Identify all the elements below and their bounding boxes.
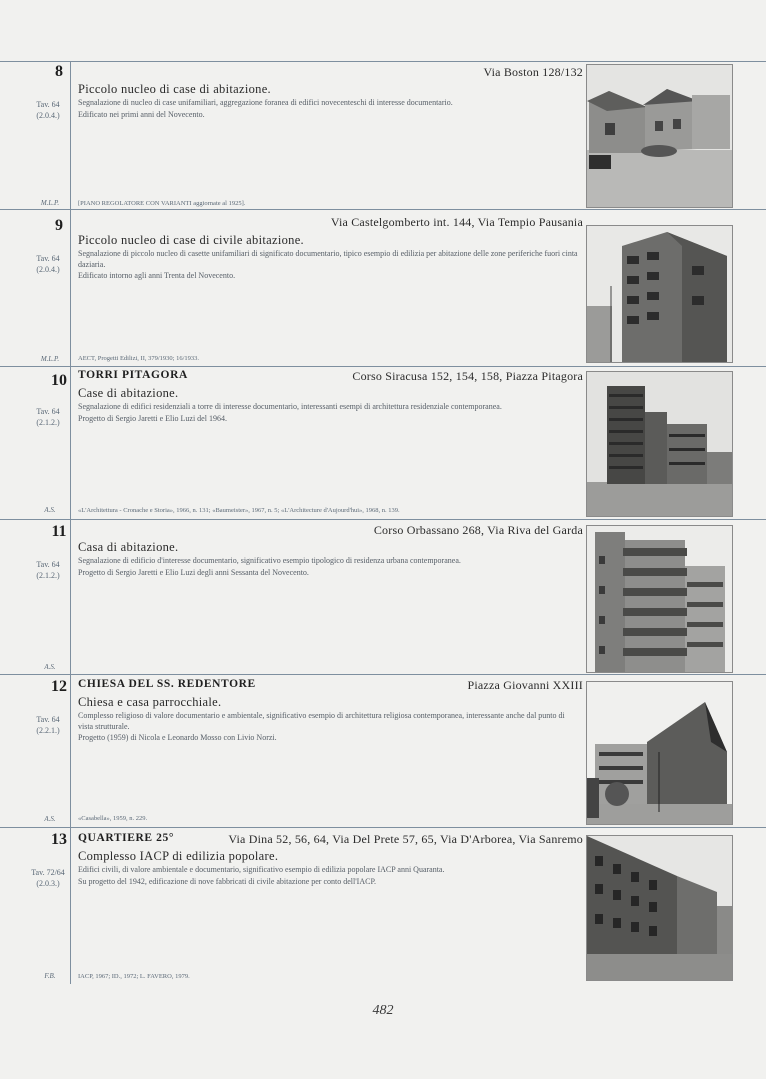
entry-13 [0,827,766,984]
author-initials: A.S. [44,506,56,514]
entry-title: CHIESA DEL SS. REDENTORE [78,678,256,690]
entry-description [78,402,578,425]
entry-references: [PIANO REGOLATORE CON VARIANTI aggiornate al 1925]. [78,200,246,207]
author-initials: A.S. [44,663,56,671]
entry-header [78,369,583,383]
entry-subtitle: Piccolo nucleo di case di civile abitazione. [78,233,304,247]
description-line: Edificato nei primi anni del Novecento. [78,109,205,119]
entry-separator [0,209,766,210]
description-line: Edifici civili, di valore ambientale e documentario, significativo esempio di edilizia popolare IACP anni Quaranta. [78,865,445,874]
entry-references: «Casabella», 1959, n. 229. [78,815,148,822]
entry-9 [0,209,766,366]
author-initials: M.L.P. [40,355,60,363]
church-photo [586,681,733,825]
entry-number: 10 [51,372,67,389]
entry-8 [0,61,766,209]
entry-address: Via Castelgomberto int. 144, Via Tempio Pausania [330,215,583,229]
entry-number: 9 [55,217,63,234]
tav-reference [18,714,78,736]
tav-code: (2.0.4.) [36,111,60,120]
tav-reference [18,559,78,581]
apartment-building-photo [586,225,733,363]
entry-subtitle: Piccolo nucleo di case di abitazione. [78,82,271,96]
tav-code: (2.2.1.) [36,726,60,735]
entry-header [78,678,583,692]
entry-references: «L'Architettura - Cronache e Storia», 1966, n. 131; «Baumeister», 1967, n. 5; «L'Architecture d'Aujourd'hui», 1968, n. 139. [78,507,400,514]
entry-address: Piazza Giovanni XXIII [467,678,583,692]
entry-separator [0,674,766,675]
entry-11 [0,519,766,674]
description-line: Segnalazione di edifici residenziali a torre di interesse documentario, interessanti esempi di architettura residenziale contemporanea. [78,402,502,411]
author-initials: F.B. [44,972,56,980]
entry-description [78,249,578,283]
entry-references: AECT, Progetti Edilizi, II, 379/1930; 16/1933. [78,355,200,362]
entry-references: IACP, 1967; ID., 1972; L. FAVERO, 1979. [78,973,190,980]
tav-label: Tav. 64 [36,254,60,263]
description-line: Segnalazione di nucleo di case unifamiliari, aggregazione foranea di edifici novecenteschi di interesse documentario. [78,98,453,107]
entry-subtitle: Chiesa e casa parrocchiale. [78,695,222,709]
description-line: Progetto di Sergio Jaretti e Elio Luzi degli anni Sessanta del Novecento. [78,567,309,577]
author-initials: M.L.P. [40,199,60,207]
entry-address: Corso Siracusa 152, 154, 158, Piazza Pitagora [352,369,583,383]
tav-code: (2.1.2.) [36,418,60,427]
tav-label: Tav. 64 [36,100,60,109]
houses-street-photo [586,64,733,208]
tav-reference [18,867,78,889]
entry-separator [0,366,766,367]
entry-10 [0,366,766,519]
entry-title: TORRI PITAGORA [78,369,188,381]
entry-number: 13 [51,831,67,848]
description-line: Segnalazione di edificio d'interesse documentario, significativo esempio tipologico di residenza urbana contemporanea. [78,556,461,565]
entry-header [78,65,583,79]
column-rule [70,519,71,674]
column-rule [70,61,71,209]
description-line: Complesso religioso di valore documentario e ambientale, significativo esempio di architettura religiosa contemporanea, interessante anche dal punto di vista strutturale. [78,711,565,731]
entry-subtitle: Complesso IACP di edilizia popolare. [78,849,279,863]
entry-header [78,523,583,537]
entry-number: 11 [51,523,67,540]
entry-header [78,832,583,846]
entry-title: QUARTIERE 25° [78,832,175,844]
description-line: Progetto di Sergio Jaretti e Elio Luzi del 1964. [78,413,227,423]
entry-description [78,556,578,579]
tav-label: Tav. 64 [36,560,60,569]
entry-address: Corso Orbassano 268, Via Riva del Garda [373,523,583,537]
tav-reference [18,406,78,428]
entry-address: Via Boston 128/132 [483,65,583,79]
tav-code: (2.1.2.) [36,571,60,580]
entry-12 [0,674,766,827]
entry-separator [0,519,766,520]
tav-reference [18,99,78,121]
entry-separator [0,827,766,828]
tav-code: (2.0.3.) [36,879,60,888]
column-rule [70,674,71,827]
page-number: 482 [372,1003,394,1018]
entry-subtitle: Casa di abitazione. [78,540,179,554]
entry-number: 8 [55,63,63,80]
balcony-building-photo [586,525,733,673]
tav-label: Tav. 64 [36,407,60,416]
entry-address: Via Dina 52, 56, 64, Via Del Prete 57, 65, Via D'Arborea, Via Sanremo [228,832,583,846]
entry-description [78,98,578,121]
description-line: Su progetto del 1942, edificazione di nove fabbricati di civile abitazione per conto dell'IACP. [78,876,377,886]
entry-description [78,865,578,888]
entry-header [78,215,583,229]
description-line: Progetto (1959) di Nicola e Leonardo Mosso con Livio Norzi. [78,733,277,742]
description-line: Edificato intorno agli anni Trenta del Novecento. [78,271,236,280]
entry-subtitle: Case di abitazione. [78,386,179,400]
tav-label: Tav. 64 [36,715,60,724]
tav-reference [18,253,78,275]
entry-number: 12 [51,678,67,695]
entry-description [78,711,578,745]
tav-code: (2.0.4.) [36,265,60,274]
tower-buildings-photo [586,371,733,517]
author-initials: A.S. [44,815,56,823]
tav-label: Tav. 72/64 [31,868,65,877]
column-rule [70,827,71,984]
description-line: Segnalazione di piccolo nucleo di casette unifamiliari di significato documentario, tipico esempio di edilizia per abitazione delle zone periferiche fuori cinta daziaria. [78,249,578,269]
housing-block-photo [586,835,733,981]
